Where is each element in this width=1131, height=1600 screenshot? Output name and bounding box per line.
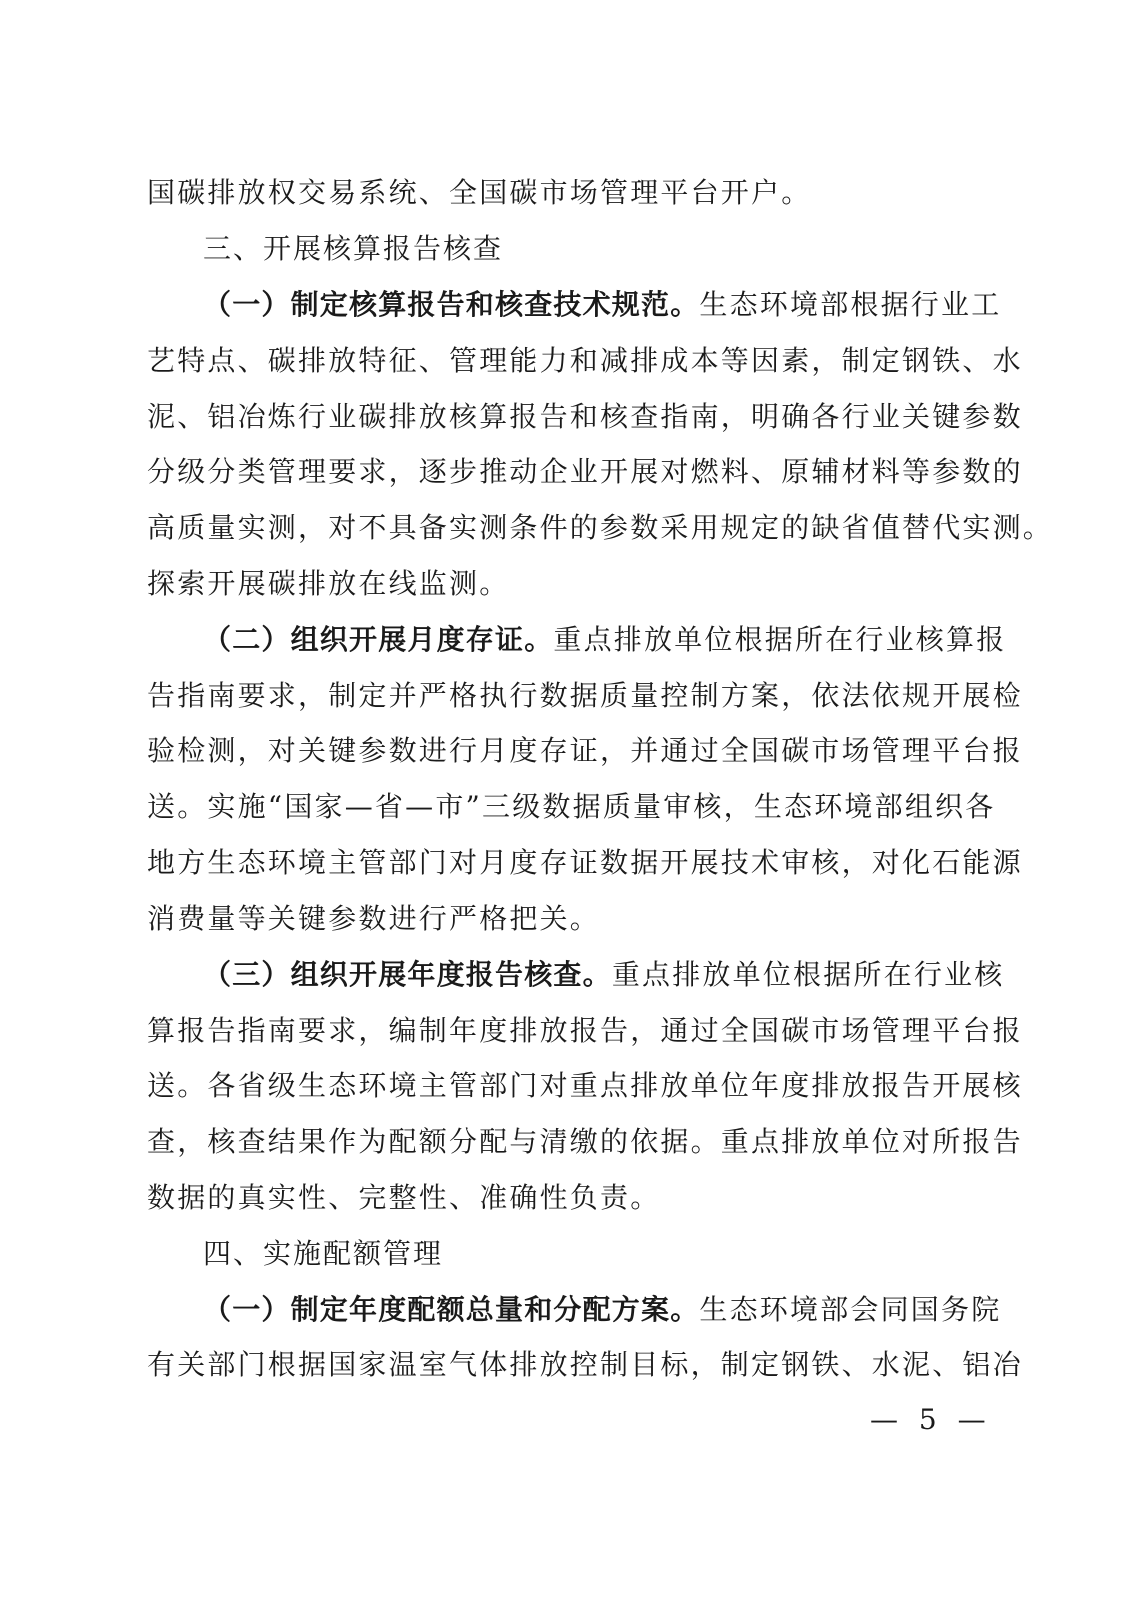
text-line: 分级分类管理要求，逐步推动企业开展对燃料、原辅材料等参数的 xyxy=(147,455,1023,488)
text-line: 高质量实测，对不具备实测条件的参数采用规定的缺省值替代实测。 xyxy=(147,511,1054,544)
text-line: 地方生态环境主管部门对月度存证数据开展技术审核，对化石能源 xyxy=(147,846,1023,879)
section-heading-3: 三、开展核算报告核查 xyxy=(203,232,504,265)
text-line: 查，核查结果作为配额分配与清缴的依据。重点排放单位对所报告 xyxy=(147,1125,1023,1158)
text: 生态环境部会同国务院 xyxy=(699,1293,1002,1326)
text-line: 验检测，对关键参数进行月度存证，并通过全国碳市场管理平台报 xyxy=(147,734,1023,767)
paragraph-4-1-line xyxy=(203,1290,1002,1330)
text-line: 算报告指南要求，编制年度排放报告，通过全国碳市场管理平台报 xyxy=(147,1014,1023,1047)
paragraph-3-2-line xyxy=(203,620,1007,660)
text-line: 有关部门根据国家温室气体排放控制目标，制定钢铁、水泥、铝冶 xyxy=(147,1348,1023,1381)
text-line: 艺特点、碳排放特征、管理能力和减排成本等因素，制定钢铁、水 xyxy=(147,344,1023,377)
text-line: 送。各省级生态环境主管部门对重点排放单位年度排放报告开展核 xyxy=(147,1069,1023,1102)
text-line: 数据的真实性、完整性、准确性负责。 xyxy=(147,1181,661,1214)
text-line: 泥、铝冶炼行业碳排放核算报告和核查指南，明确各行业关键参数 xyxy=(147,400,1023,433)
text-line: 探索开展碳排放在线监测。 xyxy=(147,567,510,600)
text-line: 消费量等关键参数进行严格把关。 xyxy=(147,902,601,935)
subheading: （二）组织开展月度存证。 xyxy=(203,623,554,656)
paragraph-3-3-line xyxy=(203,955,1005,995)
section-heading-4: 四、实施配额管理 xyxy=(203,1237,444,1270)
text-line: 送。实施“国家—省—市”三级数据质量审核，生态环境部组织各 xyxy=(147,790,996,823)
subheading: （一）制定年度配额总量和分配方案。 xyxy=(203,1293,700,1326)
page-number: — 5 — xyxy=(870,1403,992,1436)
paragraph-3-1-line xyxy=(203,285,1002,325)
text: 重点排放单位根据所在行业核算报 xyxy=(553,623,1007,656)
subheading: （一）制定核算报告和核查技术规范。 xyxy=(203,288,700,321)
text-line: 国碳排放权交易系统、全国碳市场管理平台开户。 xyxy=(147,176,812,209)
text: 生态环境部根据行业工 xyxy=(699,288,1002,321)
text: 重点排放单位根据所在行业核 xyxy=(611,958,1005,991)
subheading: （三）组织开展年度报告核查。 xyxy=(203,958,612,991)
text-line: 告指南要求，制定并严格执行数据质量控制方案，依法依规开展检 xyxy=(147,679,1023,712)
